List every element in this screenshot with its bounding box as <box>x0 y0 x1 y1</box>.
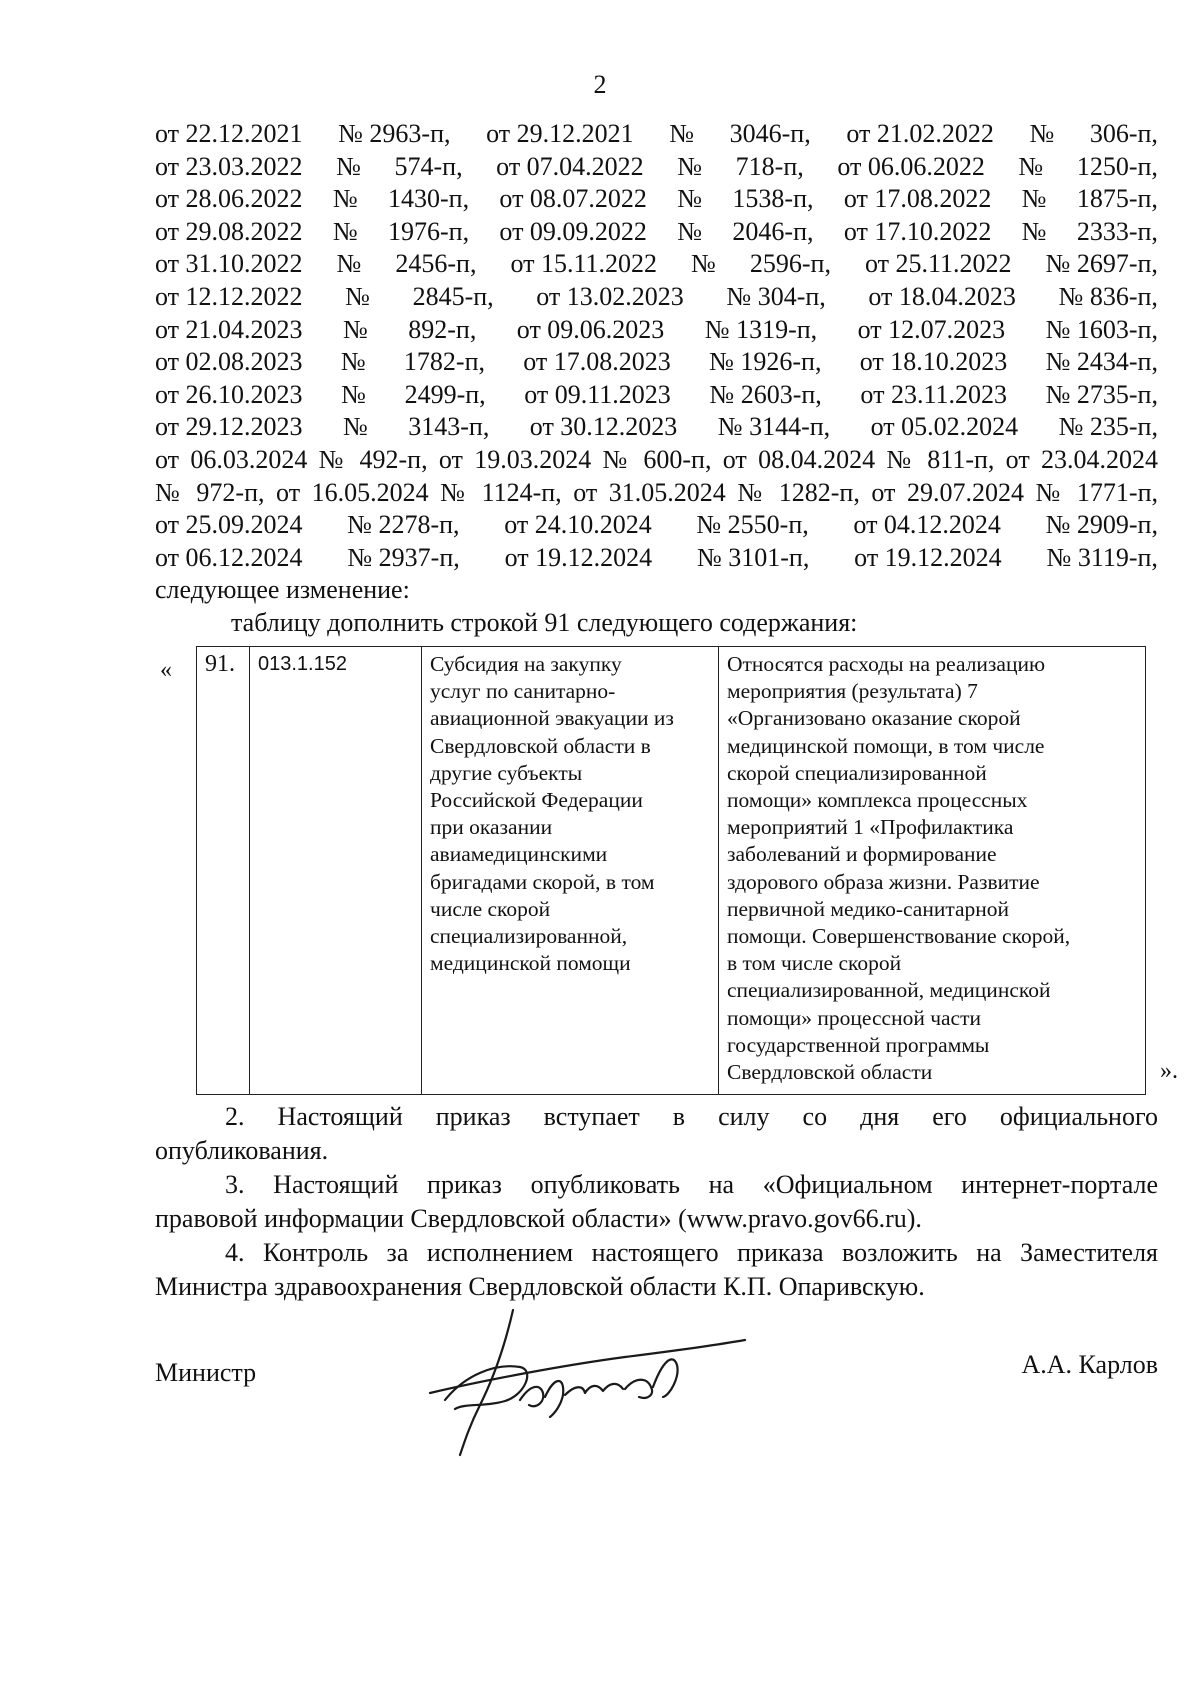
cell-text-line: услуг по санитарно- <box>430 679 616 704</box>
amendment-fragment: от 17.08.2023 <box>523 347 671 377</box>
row-number-cell: 91. <box>197 647 250 1095</box>
amendment-fragment: № <box>677 151 703 181</box>
amendment-fragment: от 04.12.2024 <box>853 510 1001 540</box>
amendment-fragment: от 06.03.2024 № 492-п, от 19.03.2024 № 600-п, от 08.04.2024 № 811-п, от 23.04.2024 <box>155 444 1158 474</box>
amendment-fragment: от 29.12.2021 <box>486 119 634 148</box>
amendment-line <box>155 248 1158 281</box>
item-text-line: опубликования. <box>155 1136 329 1165</box>
amendment-fragment: 1430-п, <box>388 184 470 214</box>
cell-text-line: здорового образа жизни. Развитие <box>727 869 1040 894</box>
amendment-fragment: № <box>332 216 358 246</box>
amendment-fragment: от 19.12.2024 <box>854 542 1002 572</box>
amendment-fragment: 2333-п, <box>1076 216 1158 246</box>
amendment-fragment: от 12.07.2023 <box>857 314 1006 344</box>
amendment-fragment: от 13.02.2023 <box>536 281 684 311</box>
amendment-fragment: № <box>336 151 361 181</box>
amendment-fragment: от 25.09.2024 <box>155 510 303 540</box>
row-name-cell <box>422 647 719 1095</box>
amendment-fragment: от 18.10.2023 <box>859 347 1008 377</box>
amendment-fragment: № <box>691 249 716 279</box>
amendment-fragment: от 19.12.2024 <box>504 542 653 572</box>
amendment-fragment: от 24.10.2024 <box>504 510 652 540</box>
amendment-line <box>155 118 1158 151</box>
cell-text-line: в том числе скорой <box>727 951 902 976</box>
amendment-fragment: от 06.12.2024 <box>155 542 303 572</box>
cell-text-line: помощи» процессной части <box>727 1005 982 1030</box>
amendment-fragment: от 25.11.2022 <box>864 249 1012 279</box>
amendment-fragment: № 3101-п, <box>696 542 810 572</box>
amendment-fragment: от 12.12.2022 <box>155 281 303 311</box>
cell-text-line: скорой специализированной <box>727 760 987 785</box>
amendment-fragment: № 3119-п, <box>1046 542 1158 572</box>
cell-text-line: заболеваний и формирование <box>727 842 997 867</box>
amendment-fragment: 718-п, <box>735 151 804 181</box>
amendment-fragment: № 304-п, <box>726 281 826 311</box>
cell-text-line: Относятся расходы на реализацию <box>727 652 1046 676</box>
amendment-fragment: 2046-п, <box>732 216 814 246</box>
amendment-fragment: 1538-п, <box>732 184 814 214</box>
cell-text-line: авиамедицинскими <box>430 842 608 867</box>
amendment-fragment: № 2550-п, <box>696 510 809 540</box>
amendment-fragment: от 09.09.2022 <box>499 216 647 246</box>
amendment-fragment: от 07.04.2022 <box>496 151 644 181</box>
amendment-fragment: от 29.08.2022 <box>155 216 303 246</box>
amendment-fragment: № 2434-п, <box>1045 347 1158 377</box>
amendment-fragment: от 09.11.2023 <box>524 379 671 409</box>
order-item-2 <box>155 1100 1158 1168</box>
amendment-fragment: № <box>336 249 362 279</box>
amendment-fragment: от 15.11.2022 <box>510 249 658 279</box>
amendment-fragment: № 2963-п, <box>338 119 451 148</box>
amendment-fragment: № 2937-п, <box>347 542 460 572</box>
row-code-cell: 013.1.152 <box>250 647 422 1095</box>
amendment-line <box>155 542 1158 575</box>
amendment-fragment: № 2697-п, <box>1045 249 1158 279</box>
amendment-fragment: 1976-п, <box>388 216 470 246</box>
cell-text-line: мероприятия (результата) 7 <box>727 679 978 704</box>
signer-name: А.А. Карлов <box>1021 1350 1158 1379</box>
cell-text-line: при оказании <box>430 815 553 840</box>
amendment-fragment: № <box>340 347 366 377</box>
amendment-fragment: 1782-п, <box>403 347 485 377</box>
amendment-fragment: 892-п, <box>408 314 477 344</box>
amendment-fragment: № 2909-п, <box>1045 510 1158 540</box>
cell-text-line: медицинской помощи, в том числе <box>727 733 1045 758</box>
amendment-fragment: 2596-п, <box>749 249 831 279</box>
amendment-line <box>155 183 1158 216</box>
amendment-fragment: 2845-п, <box>412 281 494 311</box>
amendment-fragment: № <box>677 216 703 246</box>
cell-text-line: специализированной, медицинской <box>727 978 1051 1003</box>
order-item-4 <box>155 1236 1158 1304</box>
amendment-fragment: № <box>677 184 703 214</box>
amendment-fragment: 574-п, <box>394 151 463 181</box>
amendment-fragment: от 21.04.2023 <box>155 314 303 344</box>
amendment-fragment: № 972-п, от 16.05.2024 № 1124-п, от 31.05.2024 № 1282-п, от 29.07.2024 № 1771-п, <box>155 477 1158 507</box>
cell-text-line: помощи» комплекса процессных <box>727 788 1028 813</box>
addition-table <box>196 646 1146 1095</box>
amendment-fragment: № <box>332 184 358 214</box>
amendment-fragment: от 26.10.2023 <box>155 379 303 409</box>
cell-text-line: числе скорой <box>430 896 551 921</box>
item-text-line: 3. Настоящий приказ опубликовать на «Официальном интернет-портале <box>225 1170 1158 1199</box>
cell-text-line: авиационной эвакуации из <box>430 706 674 731</box>
amendment-line <box>155 216 1158 249</box>
amendment-fragment: от 30.12.2023 <box>529 412 678 442</box>
amendment-fragment: от 08.07.2022 <box>499 184 647 214</box>
amendment-fragment: от 22.12.2021 <box>155 119 303 148</box>
amendment-fragment: № 1926-п, <box>709 347 822 377</box>
amendment-fragment: № <box>1021 184 1047 214</box>
amendment-fragment: от 23.03.2022 <box>155 151 303 181</box>
amendment-line <box>155 151 1158 184</box>
handwritten-signature <box>425 1305 755 1465</box>
amendment-fragment: 1875-п, <box>1076 184 1158 214</box>
amendment-fragment: № 836-п, <box>1058 281 1158 311</box>
amendment-tail: следующее изменение: <box>155 575 410 605</box>
cell-text-line: мероприятий 1 «Профилактика <box>727 815 1014 840</box>
amendment-fragment: № <box>669 119 695 148</box>
cell-text-line: Российской Федерации <box>430 788 643 813</box>
amendment-fragment: № <box>1029 119 1055 148</box>
item-text-line: правовой информации Свердловской области» (www.pravo.gov66.ru). <box>155 1204 922 1233</box>
amendment-fragment: от 21.02.2022 <box>846 119 994 148</box>
opening-quote: « <box>160 657 172 683</box>
cell-text-line: бригадами скорой, в том <box>430 869 655 894</box>
cell-text-line: первичной медико-санитарной <box>727 896 1010 921</box>
amendment-line <box>155 281 1158 314</box>
amendment-line <box>155 379 1158 412</box>
cell-text-line: «Организовано оказание скорой <box>727 706 1021 731</box>
amendment-fragment: 1250-п, <box>1076 151 1158 181</box>
amendment-fragment: от 02.08.2023 <box>155 347 303 377</box>
amendment-line <box>155 444 1158 477</box>
amendment-line <box>155 346 1158 379</box>
signer-position: Министр <box>155 1358 257 1387</box>
item-text-line: Министра здравоохранения Свердловской области К.П. Опаривскую. <box>155 1272 925 1301</box>
table-row <box>197 647 1146 1095</box>
amendment-fragment: от 31.10.2022 <box>155 249 303 279</box>
amendment-fragment: 3046-п, <box>729 119 811 148</box>
amendment-fragment: № 235-п, <box>1058 412 1158 442</box>
amendment-fragment: № 2603-п, <box>709 379 822 409</box>
amendment-fragment: от 29.12.2023 <box>155 412 303 442</box>
amendment-fragment: № <box>1021 216 1047 246</box>
amendments-list <box>155 118 1158 640</box>
amendment-fragment: № <box>1018 151 1044 181</box>
amendment-line <box>155 314 1158 347</box>
amendment-fragment: № 2278-п, <box>347 510 460 540</box>
amendment-fragment: от 23.11.2023 <box>860 379 1007 409</box>
amendment-fragment: от 06.06.2022 <box>837 151 985 181</box>
table-intro: таблицу дополнить строкой 91 следующего содержания: <box>231 607 858 637</box>
amendment-fragment: от 05.02.2024 <box>870 412 1019 442</box>
cell-text-line: государственной программы <box>727 1032 990 1057</box>
item-text-line: 4. Контроль за исполнением настоящего приказа возложить на Заместителя <box>225 1238 1158 1267</box>
amendment-fragment: № 1319-п, <box>704 314 818 344</box>
amendment-fragment: от 28.06.2022 <box>155 184 303 214</box>
amendment-fragment: от 18.04.2023 <box>868 281 1016 311</box>
closing-quote: ». <box>1160 1058 1178 1084</box>
amendment-fragment: № <box>345 281 370 311</box>
amendment-fragment: от 17.08.2022 <box>843 184 992 214</box>
order-items <box>155 1100 1158 1304</box>
row-description-cell <box>719 647 1146 1095</box>
cell-text-line: другие субъекты <box>430 760 583 785</box>
cell-text-line: Субсидия на закупку <box>430 652 622 676</box>
cell-text-line: Свердловской области <box>727 1060 933 1085</box>
amendment-fragment: № 2735-п, <box>1045 379 1158 409</box>
amendment-fragment: № <box>342 412 368 442</box>
cell-text-line: Свердловской области в <box>430 733 651 758</box>
amendment-fragment: от 17.10.2022 <box>843 216 992 246</box>
amendment-fragment: № 1603-п, <box>1045 314 1158 344</box>
page-number: 2 <box>593 70 607 99</box>
amendment-line <box>155 509 1158 542</box>
cell-text-line: медицинской помощи <box>430 951 631 976</box>
amendment-fragment: № <box>341 379 366 409</box>
amendment-fragment: 2456-п, <box>395 249 477 279</box>
amendment-fragment: 2499-п, <box>404 379 486 409</box>
amendment-fragment: от 09.06.2023 <box>516 314 665 344</box>
item-text-line: 2. Настоящий приказ вступает в силу со дня его официального <box>225 1102 1158 1131</box>
amendment-fragment: № 3144-п, <box>717 412 831 442</box>
amendment-line <box>155 477 1158 510</box>
order-item-3 <box>155 1168 1158 1236</box>
amendment-fragment: 3143-п, <box>408 412 490 442</box>
amendment-fragment: 306-п, <box>1089 119 1158 148</box>
cell-text-line: специализированной, <box>430 924 628 949</box>
amendment-fragment: № <box>342 314 368 344</box>
cell-text-line: помощи. Совершенствование скорой, <box>727 924 1071 949</box>
amendment-line <box>155 411 1158 444</box>
